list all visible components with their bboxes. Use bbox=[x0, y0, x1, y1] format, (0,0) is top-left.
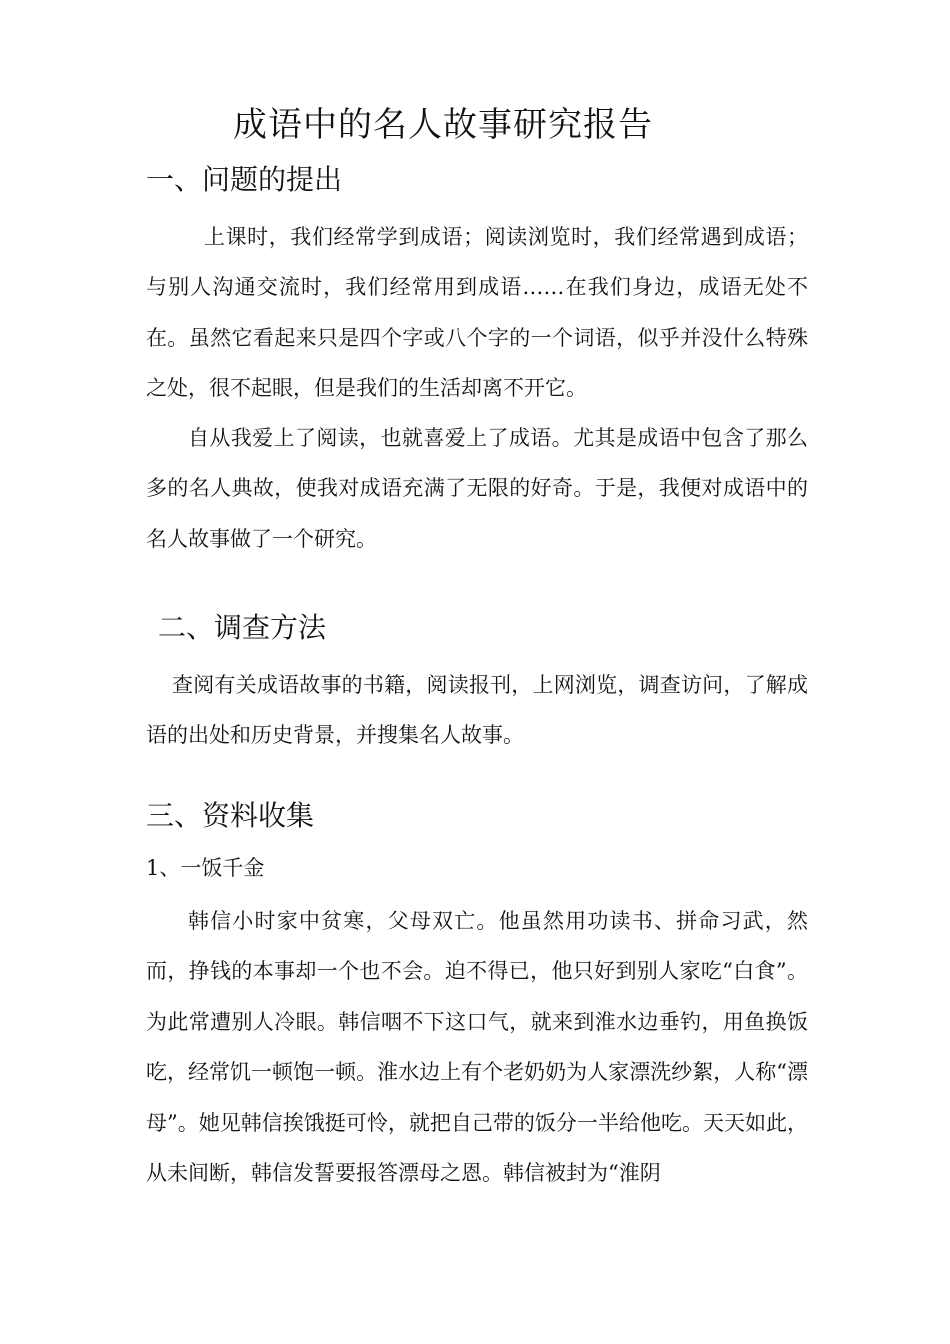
section-heading-materials: 三、资料收集 bbox=[146, 799, 315, 832]
section-paragraph: 自从我爱上了阅读，也就喜爱上了成语。尤其是成语中包含了那么多的名人典故，使我对成语充满了无限的好奇。于是，我便对成语中的名人故事做了一个研究。 bbox=[146, 426, 808, 551]
section-heading-problem: 一、问题的提出 bbox=[146, 163, 343, 196]
section-heading-method: 二、调查方法 bbox=[158, 611, 327, 644]
section-paragraph: 查阅有关成语故事的书籍，阅读报刊，上网浏览，调查访问，了解成语的出处和历史背景，并搜集名人故事。 bbox=[146, 673, 808, 748]
section-paragraph: 韩信小时家中贫寒，父母双亡。他虽然用功读书、拼命习武，然而，挣钱的本事却一个也不会。迫不得已，他只好到别人家吃“白食”。为此常遭别人冷眼。韩信咽不下这口气，就来到淮水边垂钓，用鱼换饭吃，经常饥一顿饱一顿。淮水边上有个老奶奶为人家漂洗纱絮，人称“漂母”。她见韩信挨饿挺可怜，就把自己带的饭分一半给他吃。天天如此，从未间断，韩信发誓要报答漂母之恩。韩信被封为“淮阴 bbox=[146, 909, 808, 1186]
document-title: 成语中的名人故事研究报告 bbox=[233, 105, 653, 145]
subsection-heading-idiom: 1、一饭千金 bbox=[146, 856, 265, 880]
section-paragraph: 上课时，我们经常学到成语；阅读浏览时，我们经常遇到成语；与别人沟通交流时，我们经常用到成语……在我们身边，成语无处不在。虽然它看起来只是四个字或八个字的一个词语，似乎并没什么特殊之处，很不起眼，但是我们的生活却离不开它。 bbox=[146, 225, 808, 401]
